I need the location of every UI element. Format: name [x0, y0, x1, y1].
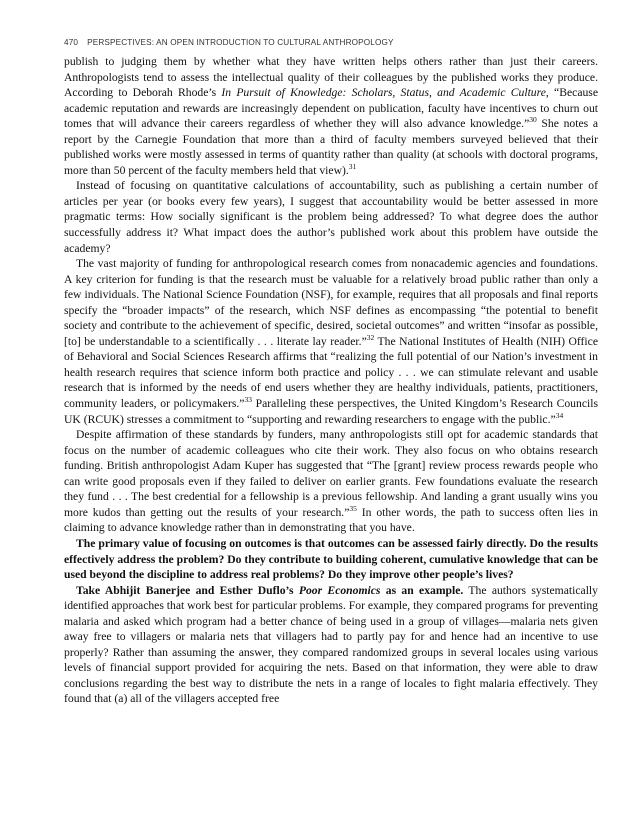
footnote-ref: 32 — [366, 332, 375, 342]
paragraph-5: The primary value of focusing on outcomes is that outcomes can be assessed fairly directly. Do the results effectively address the problem? Do they contribute to building coherent, cumulative knowledge that can be used beyond the discipline to address real problems? Do they improve other people’s lives? — [64, 536, 598, 582]
paragraph-6 — [64, 583, 598, 707]
text-run: She notes a report by the Carnegie Foundation that more than a third of faculty members surveyed believed that their published works were mostly assessed in terms of quantity rather than quality (at schools with doctoral programs, more than 50 percent of the faculty members held that view). — [64, 117, 599, 177]
bold-lead: as an example. — [380, 583, 464, 597]
paragraph-2: Instead of focusing on quantitative calculations of accountability, such as publishing a certain number of articles per year (or books every few years), I suggest that accountability would be better assessed in more pragmatic terms: How socially significant is the problem being addressed? To what degree does the author successfully address it? What impact does the author’s published work about this problem have outside the academy? — [64, 179, 598, 255]
running-header — [64, 38, 598, 47]
page-number: 470 — [64, 38, 79, 47]
text-run: Paralleling these perspectives, the United Kingdom’s Research Councils UK (RCUK) stresses a commitment to “supporting and rewarding researchers to engage with the public.” — [64, 397, 598, 426]
text-run: publish to judging them by whether what they have written helps others rather than just their careers. Anthropologists tend to assess the intellectual quality of their colleagues by the published works they produce. According to Deborah Rhode’s — [64, 55, 598, 100]
text-run: The vast majority of funding for anthropological research comes from nonacademic agencies and foundations. A key criterion for funding is that the research must be valuable for a relatively broad public rather than only a few individuals. The National Science Foundation (NSF), for example, requires that all proposals and final reports specify the “broader impacts” of the research, which NSF defines as encompassing “the potential to benefit society and contribute to the achievement of specific, desired, societal outcomes” and written “insofar as possible, [to] be understandable to a scientifically . . . literate lay reader.” — [64, 257, 598, 348]
footnote-ref: 33 — [244, 395, 252, 405]
paragraph-4 — [64, 427, 598, 536]
footnote-ref: 30 — [529, 115, 537, 125]
book-title: Poor Economics — [298, 583, 381, 597]
text-run: The authors systematically identified approaches that work best for particular problems. For example, they compared programs for preventing malaria and asked which program had a better chance of being used in a group of villages—malaria nets given away free to villagers or malaria nets that villagers had to partly pay for and hence had an incentive to use properly? Rather than assuming the answer, they compared randomized groups in several locales using various levels of financial support provided for acquiring the nets. Based on that information, they were able to draw conclusions regarding the best way to distribute the nets in a range of locales to fight malaria effectively. They found that (a) all of the villagers accepted free — [64, 583, 598, 706]
text-run: Despite affirmation of these standards by funders, many anthropologists still opt for academic standards that focus on the number of academic colleagues who cite their work. They also focus on who obtains research funding. British anthropologist Adam Kuper has suggested that “The [grant] review process rewards people who can write good proposals even if they failed to deliver on earlier grants. Few foundations evaluate the research they fund . . . The best credential for a fellowship is a previous fellowship. And landing a grant usually wins you more kudos than getting out the results of your research.” — [64, 428, 598, 519]
book-title: In Pursuit of Knowledge: Scholars, Status, and Academic Culture — [221, 86, 546, 100]
body-text — [64, 54, 598, 707]
paragraph-3 — [64, 256, 598, 427]
text-run: In other words, the path to success often lies in claiming to advance knowledge rather than in demonstrating that you have. — [64, 505, 598, 535]
running-title: PERSPECTIVES: AN OPEN INTRODUCTION TO CULTURAL ANTHROPOLOGY — [87, 38, 394, 47]
footnote-ref: 31 — [348, 161, 357, 171]
paragraph-1 — [64, 54, 598, 178]
footnote-ref: 34 — [555, 410, 564, 420]
text-run: The National Institutes of Health (NIH) Office of Behavioral and Social Sciences Research affirms that “realizing the full potential of our Nation’s investment in health research requires that science inform both practice and policy . . . we can stimulate relevant and usable research that is informed by the needs of end users whether they are healthy individuals, patients, practitioners, community leaders, or policymakers.” — [64, 334, 598, 411]
bold-lead: Take Abhijit Banerjee and Esther Duflo’s — [76, 583, 299, 597]
footnote-ref: 35 — [349, 503, 357, 513]
text-run: , “Because academic reputation and rewards are increasingly dependent on publication, faculty have incentives to churn out tomes that will advance their careers regardless of whether they will also advance knowledge.” — [64, 86, 599, 131]
